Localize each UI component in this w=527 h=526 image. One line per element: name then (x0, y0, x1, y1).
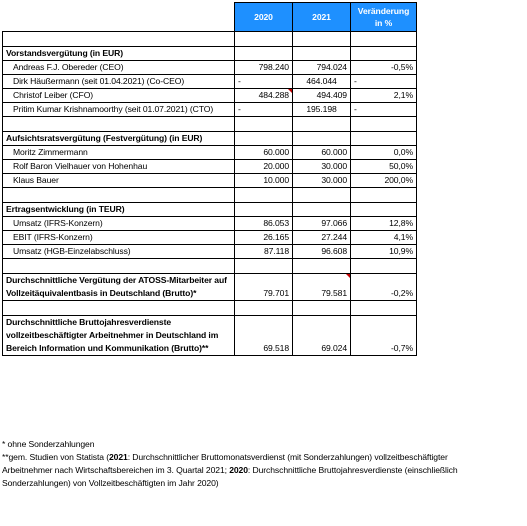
row-label (3, 274, 235, 301)
value-change: 4,1% (351, 231, 417, 245)
header-2021: 2021 (293, 3, 351, 32)
value-2021: 79.581 (293, 274, 351, 301)
value-change: 12,8% (351, 217, 417, 231)
footnote-text: **gem. Studien von Statista ( (2, 452, 109, 462)
row-label: Klaus Bauer (3, 174, 235, 188)
row-label: Moritz Zimmermann (3, 146, 235, 160)
row-label (3, 316, 235, 356)
value-2021: 30.000 (293, 160, 351, 174)
value-change: 10,9% (351, 245, 417, 259)
table-row (3, 103, 417, 117)
row-label: Rolf Baron Vielhauer von Hohenhau (3, 160, 235, 174)
footnote-1: * ohne Sonderzahlungen (2, 439, 95, 449)
value-change: 200,0% (351, 174, 417, 188)
header-change: Veränderung in % (351, 3, 417, 32)
value-2021: 69.024 (293, 316, 351, 356)
value-2020: 20.000 (235, 160, 293, 174)
row-label: Umsatz (HGB-Einzelabschluss) (3, 245, 235, 259)
table-row (3, 174, 417, 188)
value-2020: 86.053 (235, 217, 293, 231)
label-line: Durchschnittliche Vergütung der ATOSS-Mitarbeiter auf (6, 275, 227, 285)
footnote-text: : Durchschnittlicher Bruttomonatsverdienst (mit Sonderzahlungen) vollzeitbeschäftigter (127, 452, 448, 462)
table-row (3, 245, 417, 259)
header-2020: 2020 (235, 3, 293, 32)
row-label: EBIT (IFRS-Konzern) (3, 231, 235, 245)
row-label: Christof Leiber (CFO) (3, 89, 235, 103)
table-row (3, 146, 417, 160)
compensation-table (2, 2, 417, 356)
value-2020: 798.240 (235, 61, 293, 75)
footnotes (2, 438, 522, 490)
label-line: Bereich Information und Kommunikation (Brutto)** (6, 343, 209, 353)
value-change: -0,5% (351, 61, 417, 75)
table-row (3, 217, 417, 231)
table-row (3, 89, 417, 103)
row-label: Dirk Häußermann (seit 01.04.2021) (Co-CEO) (3, 75, 235, 89)
value-2020: 69.518 (235, 316, 293, 356)
section-aufsichtsrat (3, 132, 417, 146)
footnote-4: Sonderzahlungen) von Vollzeitbeschäftigten im Jahr 2020) (2, 478, 219, 488)
row-label: Umsatz (IFRS-Konzern) (3, 217, 235, 231)
value-change: 50,0% (351, 160, 417, 174)
value-change: 2,1% (351, 89, 417, 103)
footnote-year: 2020 (229, 465, 248, 475)
section-title: Vorstandsvergütung (in EUR) (3, 47, 235, 61)
value-2020: 26.165 (235, 231, 293, 245)
table-row (3, 231, 417, 245)
value-change: - (351, 75, 417, 89)
table-row (3, 61, 417, 75)
footnote-year: 2021 (108, 452, 128, 462)
table-row-atoss (3, 274, 417, 301)
value-2021: 464.044 (293, 75, 351, 89)
section-title: Ertragsentwicklung (in TEUR) (3, 203, 235, 217)
value-2021: 27.244 (293, 231, 351, 245)
value-2021: 30.000 (293, 174, 351, 188)
table-row (3, 75, 417, 89)
section-vorstand (3, 47, 417, 61)
value-2021: 96.608 (293, 245, 351, 259)
value-change: 0,0% (351, 146, 417, 160)
section-title: Aufsichtsratsvergütung (Festvergütung) (in EUR) (3, 132, 235, 146)
value-2020: 79.701 (235, 274, 293, 301)
label-line: Durchschnittliche Bruttojahresverdienste (6, 317, 172, 327)
value-2021: 60.000 (293, 146, 351, 160)
value-2020: 60.000 (235, 146, 293, 160)
label-line: Vollzeitäquivalentbasis in Deutschland (Brutto)* (6, 288, 197, 298)
value-2021: 794.024 (293, 61, 351, 75)
value-2020: 10.000 (235, 174, 293, 188)
footnote-2 (2, 451, 522, 464)
value-2020: - (235, 75, 293, 89)
compensation-sheet (2, 2, 416, 356)
row-label: Pritim Kumar Krishnamoorthy (seit 01.07.2021) (CTO) (3, 103, 235, 117)
value-2021: 494.409 (293, 89, 351, 103)
row-label: Andreas F.J. Obereder (CEO) (3, 61, 235, 75)
value-change: -0,2% (351, 274, 417, 301)
header-row (3, 3, 417, 32)
value-2021: 97.066 (293, 217, 351, 231)
value-change: -0,7% (351, 316, 417, 356)
value-2020: - (235, 103, 293, 117)
value-2021: 195.198 (293, 103, 351, 117)
label-line: vollzeitbeschäftigter Arbeitnehmer in Deutschland im (6, 330, 219, 340)
value-2020: 87.118 (235, 245, 293, 259)
table-row (3, 160, 417, 174)
value-change: - (351, 103, 417, 117)
value-2020: 484.288 (235, 89, 293, 103)
section-ertrag (3, 203, 417, 217)
footnote-text: : Durchschnittliche Bruttojahresverdienste (einschließlich (247, 465, 458, 475)
table-row-brutto (3, 316, 417, 356)
header-blank-cell (3, 3, 235, 32)
footnote-text: Arbeitnehmer nach Wirtschaftsbereichen im 3. Quartal 2021; (2, 465, 230, 475)
footnote-3 (2, 464, 522, 477)
